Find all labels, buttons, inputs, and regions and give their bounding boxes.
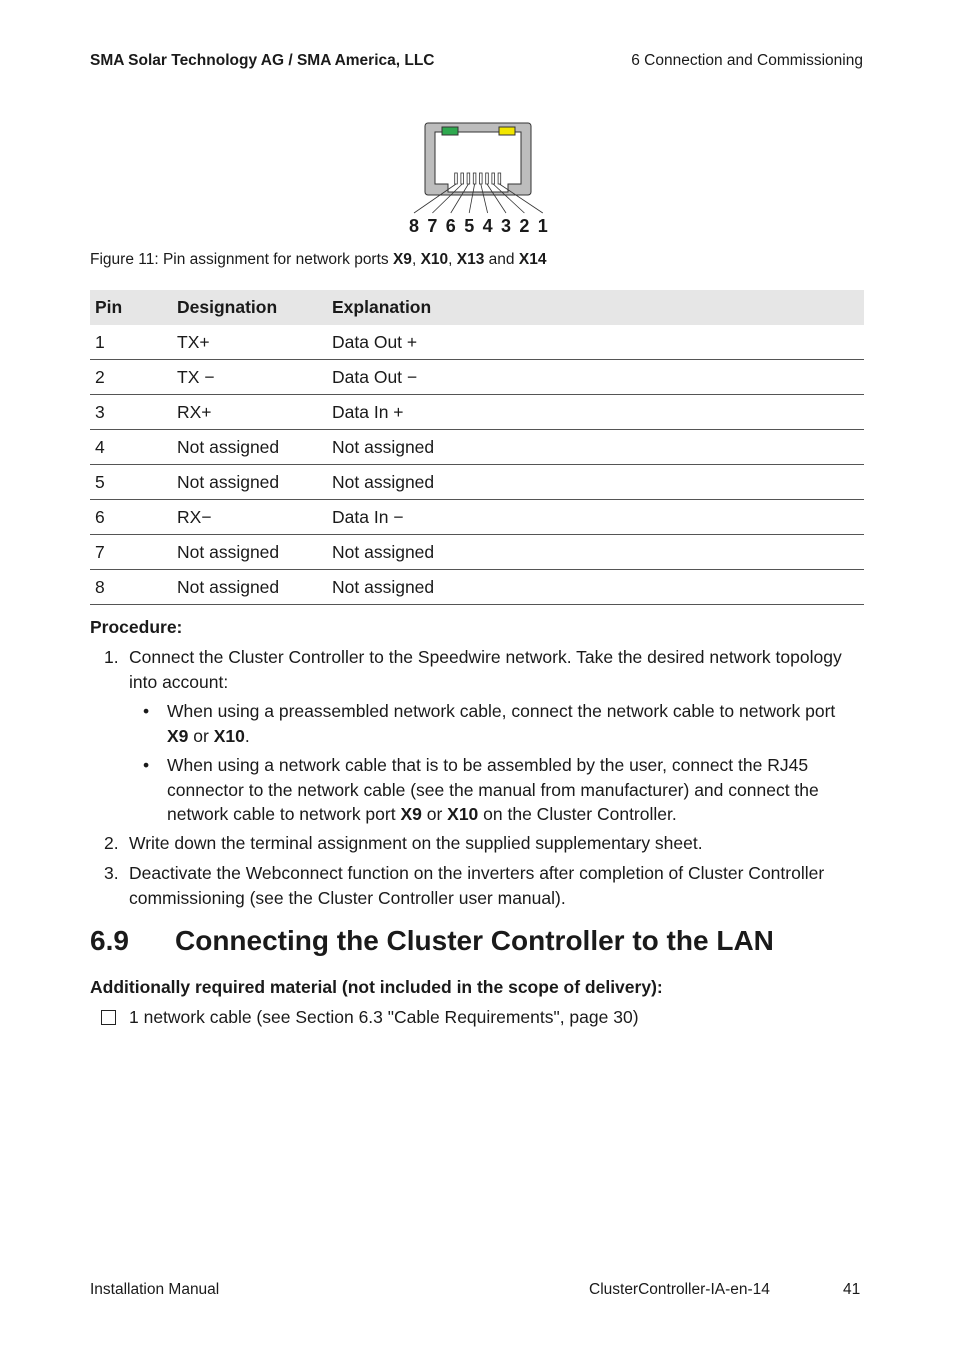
pin-number-label: 4: [482, 216, 493, 236]
page-number: 41: [843, 1281, 861, 1298]
bullet-icon: •: [143, 755, 150, 775]
designation-cell: Not assigned: [172, 570, 327, 605]
material-item-text: 1 network cable (see Section 6.3 "Cable Requirements", page 30): [129, 1007, 639, 1027]
table-row: [90, 535, 864, 570]
section-number: 6.9: [90, 925, 129, 956]
header-company: SMA Solar Technology AG / SMA America, LLC: [90, 52, 435, 69]
figure-caption: Figure 11: Pin assignment for network ports X9, X10, X13 and X14: [90, 251, 547, 268]
designation-cell: TX −: [172, 360, 327, 395]
pin-cell: 3: [90, 395, 172, 430]
pin-number-label: 7: [427, 216, 438, 236]
checkbox-icon: [101, 1010, 116, 1025]
table-row: [90, 360, 864, 395]
yellow-led-icon: [499, 127, 515, 135]
step-text: Connect the Cluster Controller to the Speedwire network. Take the desired network topology into account:: [129, 647, 842, 692]
pin-number-label: 2: [519, 216, 530, 236]
section-title: Connecting the Cluster Controller to the LAN: [175, 925, 774, 956]
pin-contact: [486, 173, 489, 184]
table-row: [90, 325, 864, 360]
designation-cell: RX+: [172, 395, 327, 430]
pin-cell: 2: [90, 360, 172, 395]
step-text: Deactivate the Webconnect function on the inverters after completion of Cluster Controller commissioning (see the Cluster Controller user manual).: [129, 863, 825, 908]
explanation-cell: Data Out +: [327, 325, 864, 360]
green-led-icon: [442, 127, 458, 135]
designation-cell: Not assigned: [172, 535, 327, 570]
pin-number-label: 6: [445, 216, 456, 236]
explanation-cell: Not assigned: [327, 535, 864, 570]
header-chapter: 6 Connection and Commissioning: [631, 52, 863, 69]
table-row: [90, 395, 864, 430]
column-header-pin: Pin: [90, 290, 172, 325]
designation-cell: Not assigned: [172, 430, 327, 465]
bullet-icon: •: [143, 701, 150, 721]
pin-contact: [498, 173, 501, 184]
footer-document-id: ClusterController-IA-en-14: [589, 1281, 770, 1298]
pin-cell: 5: [90, 465, 172, 500]
table-row: [90, 430, 864, 465]
table-header-row: [90, 290, 864, 325]
pin-number-label: 5: [464, 216, 475, 236]
explanation-cell: Data Out −: [327, 360, 864, 395]
pin-cell: 8: [90, 570, 172, 605]
explanation-cell: Not assigned: [327, 430, 864, 465]
rj45-port-figure: [400, 118, 560, 243]
column-header-explanation: Explanation: [327, 290, 864, 325]
pin-contact: [467, 173, 470, 184]
pin-assignment-table: [90, 290, 864, 605]
pin-contact: [455, 173, 458, 184]
material-heading: Additionally required material (not included in the scope of delivery):: [90, 977, 663, 997]
pin-contact: [461, 173, 464, 184]
explanation-cell: Data In −: [327, 500, 864, 535]
step-number: 1.: [104, 647, 119, 667]
pin-contact: [473, 173, 476, 184]
pin-cell: 1: [90, 325, 172, 360]
section-heading: [90, 925, 774, 957]
pin-contact: [492, 173, 495, 184]
pin-number-label: 1: [537, 216, 548, 236]
procedure-heading: Procedure:: [90, 617, 183, 637]
designation-cell: TX+: [172, 325, 327, 360]
step-number: 3.: [104, 863, 119, 883]
footer-document-type: Installation Manual: [90, 1281, 220, 1298]
column-header-designation: Designation: [172, 290, 327, 325]
table-row: [90, 570, 864, 605]
pin-contact: [480, 173, 483, 184]
pin-number-label: 8: [408, 216, 420, 236]
explanation-cell: Data In +: [327, 395, 864, 430]
bullet-text: When using a preassembled network cable, connect the network cable to network port X9 or X10.: [167, 701, 836, 746]
step-text: Write down the terminal assignment on the supplied supplementary sheet.: [129, 833, 703, 853]
step-number: 2.: [104, 833, 119, 853]
pin-cell: 7: [90, 535, 172, 570]
pin-cell: 6: [90, 500, 172, 535]
pin-cell: 4: [90, 430, 172, 465]
bullet-text: When using a network cable that is to be assembled by the user, connect the RJ45 connector to the network cable (see the manual from manufacturer) and connect the network cable to network port X9 or X10 on the Cluster Controller.: [167, 755, 819, 824]
explanation-cell: Not assigned: [327, 465, 864, 500]
rj45-port-diagram: [400, 118, 560, 243]
table-row: [90, 465, 864, 500]
table-row: [90, 500, 864, 535]
explanation-cell: Not assigned: [327, 570, 864, 605]
pin-number-label: 3: [500, 216, 512, 236]
designation-cell: RX−: [172, 500, 327, 535]
designation-cell: Not assigned: [172, 465, 327, 500]
